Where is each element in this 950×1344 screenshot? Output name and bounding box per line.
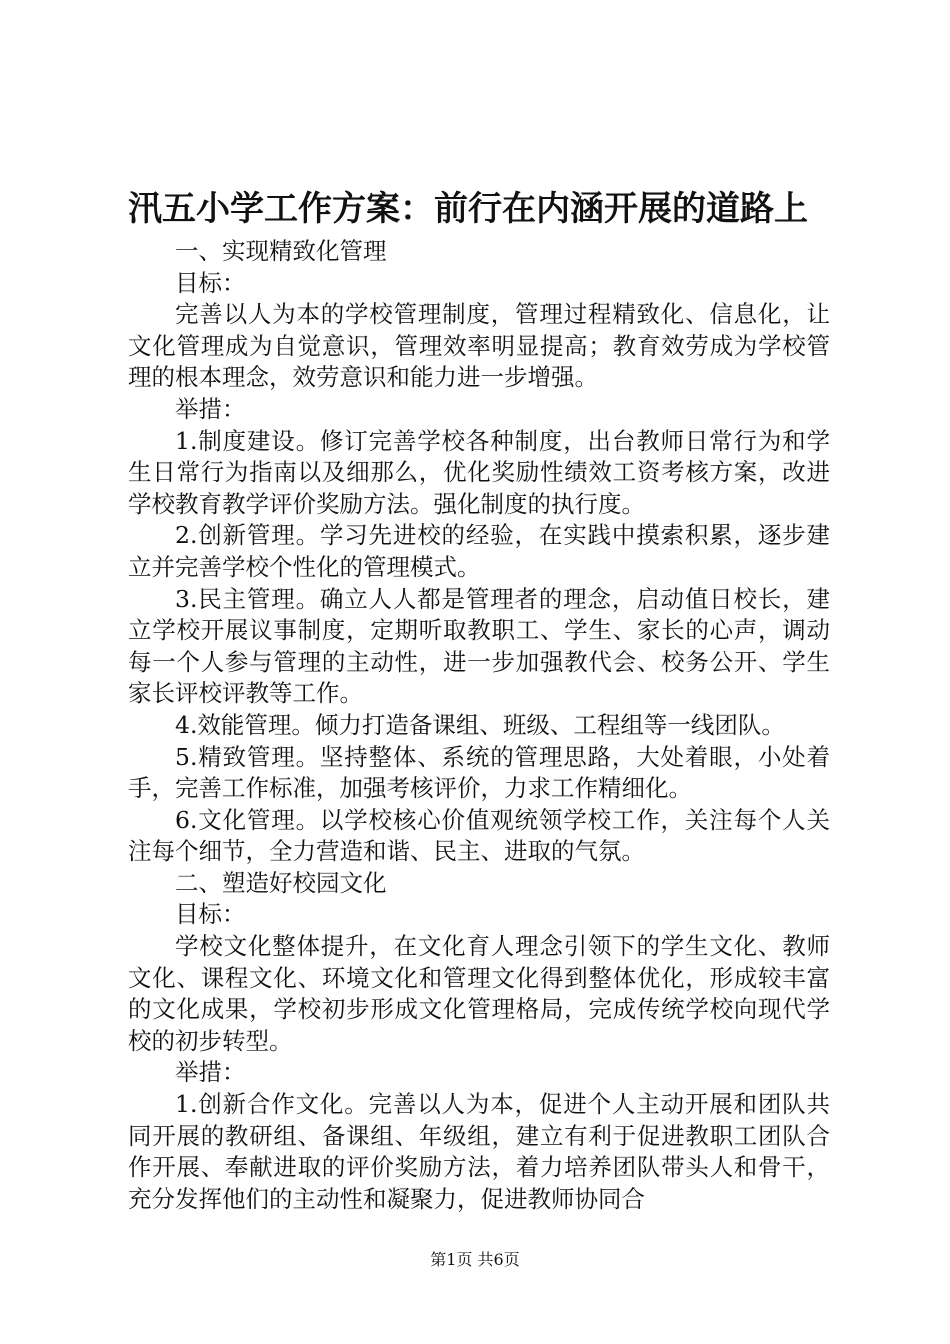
measure-item-1-2: 2.创新管理。学习先进校的经验，在实践中摸索积累，逐步建立并完善学校个性化的管理模式。 (128, 521, 830, 581)
measure-item-1-6: 6.文化管理。以学校核心价值观统领学校工作，关注每个人关注每个细节，全力营造和谐、民主、进取的气氛。 (128, 805, 830, 866)
document-body (128, 236, 830, 1215)
document-title: 汛五小学工作方案：前行在内涵开展的道路上 (128, 189, 808, 229)
goal-paragraph-1: 完善以人为本的学校管理制度，管理过程精致化、信息化，让文化管理成为自觉意识，管理效率明显提高；教育效劳成为学校管理的根本理念，效劳意识和能力进一步增强。 (128, 300, 830, 392)
goal-label-2: 目标： (175, 900, 246, 929)
section-heading-1: 一、实现精致化管理 (175, 237, 387, 265)
goal-label-1: 目标： (175, 268, 246, 297)
section-heading-2: 二、塑造好校园文化 (175, 868, 387, 897)
page-number-footer: 第1页 共6页 (430, 1250, 520, 1269)
measure-item-1-3: 3.民主管理。确立人人都是管理者的理念，启动值日校长，建立学校开展议事制度，定期听取教职工、学生、家长的心声，调动每一个人参与管理的主动性，进一步加强教代会、校务公开、学生家长评校评教等工作。 (128, 584, 830, 708)
measure-item-1-5: 5.精致管理。坚持整体、系统的管理思路，大处着眼，小处着手，完善工作标准，加强考核评价，力求工作精细化。 (128, 742, 830, 803)
measure-item-1-4: 4.效能管理。倾力打造备课组、班级、工程组等一线团队。 (175, 710, 785, 739)
goal-paragraph-2: 学校文化整体提升，在文化育人理念引领下的学生文化、教师文化、课程文化、环境文化和管理文化得到整体优化，形成较丰富的文化成果，学校初步形成文化管理格局，完成传统学校向现代学校的初步转型。 (128, 932, 830, 1055)
measures-label-1: 举措： (175, 394, 246, 423)
measure-item-1-1: 1.制度建设。修订完善学校各种制度，出台教师日常行为和学生日常行为指南以及细那么，优化奖励性绩效工资考核方案，改进学校教育教学评价奖励方法。强化制度的执行度。 (128, 426, 830, 518)
measures-label-2: 举措： (175, 1058, 246, 1087)
measure-item-2-1: 1.创新合作文化。完善以人为本，促进个人主动开展和团队共同开展的教研组、备课组、年级组，建立有利于促进教职工团队合作开展、奉献进取的评价奖励方法，着力培养团队带头人和骨干，充分发挥他们的主动性和凝聚力，促进教师协同合 (128, 1090, 830, 1213)
